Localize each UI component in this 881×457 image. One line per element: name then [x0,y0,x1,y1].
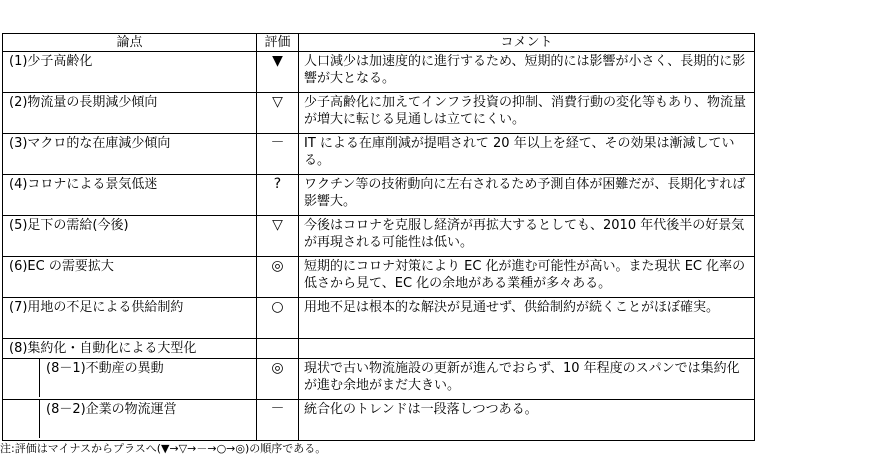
issue-cell: (5)足下の需給(今後) [3,216,257,257]
issue-cell: (4)コロナによる景気低迷 [3,175,257,216]
table-row [3,216,755,257]
comment-cell: 少子高齢化に加えてインフラ投資の抑制、消費行動の変化等もあり、物流量が増大に転じる見通しは立てにくい。 [299,93,755,134]
indent-spacer [3,359,40,397]
rating-cell: ? [257,175,299,216]
issue-cell: (3)マクロ的な在庫減少傾向 [3,134,257,175]
rating-cell: － [257,400,299,441]
comment-cell: 人口減少は加速度的に進行するため、短期的には影響が小さく、長期的に影響が大となる。 [299,52,755,93]
sub-issue-cell [3,400,257,441]
header-comment: コメント [299,34,755,52]
comment-cell: ワクチン等の技術動向に左右されるため予測自体が困難だが、長期化すれば影響大。 [299,175,755,216]
comment-cell: 短期的にコロナ対策により EC 化が進む可能性が高い。また現状 EC 化率の低さから見て、EC 化の余地がある業種が多々ある。 [299,257,755,298]
comment-cell: 現状で古い物流施設の更新が進んでおらず、10 年程度のスパンでは集約化が進む余地がまだ大きい。 [299,359,755,400]
table-row [3,93,755,134]
footnote: 注:評価はマイナスからプラスへ(▼→▽→－→○→◎)の順序である。 [0,442,327,455]
sub-table-row [3,400,755,441]
sub-table-row [3,359,755,400]
sub-issue-label: (8－1)不動産の異動 [46,361,164,376]
rating-cell: ◎ [257,359,299,400]
table-row [3,134,755,175]
header-row [3,34,755,52]
evaluation-document [2,33,754,441]
table-row [3,257,755,298]
comment-cell: 用地不足は根本的な解決が見通せず、供給制約が続くことがほぼ確実。 [299,298,755,339]
header-rating: 評価 [257,34,299,52]
rating-cell: ○ [257,298,299,339]
issue-cell: (6)EC の需要拡大 [3,257,257,298]
table-row [3,298,755,339]
sub-issue-label: (8－2)企業の物流運営 [46,402,177,417]
category-rating-cell [257,339,299,359]
category-issue-cell: (8)集約化・自動化による大型化 [3,339,257,359]
evaluation-table [2,33,755,441]
comment-cell: 統合化のトレンドは一段落しつつある。 [299,400,755,441]
table-row [3,52,755,93]
comment-cell: 今後はコロナを克服し経済が再拡大するとしても、2010 年代後半の好景気が再現される可能性は低い。 [299,216,755,257]
issue-cell: (2)物流量の長期減少傾向 [3,93,257,134]
rating-cell: ▽ [257,93,299,134]
comment-cell: IT による在庫削減が提唱されて 20 年以上を経て、その効果は漸減している。 [299,134,755,175]
rating-cell: － [257,134,299,175]
issue-cell: (1)少子高齢化 [3,52,257,93]
indent-spacer [3,400,40,438]
category-row [3,339,755,359]
header-issue: 論点 [3,34,257,52]
rating-cell: ▼ [257,52,299,93]
issue-cell: (7)用地の不足による供給制約 [3,298,257,339]
table-row [3,175,755,216]
sub-issue-cell [3,359,257,400]
rating-cell: ▽ [257,216,299,257]
rating-cell: ◎ [257,257,299,298]
category-comment-cell [299,339,755,359]
